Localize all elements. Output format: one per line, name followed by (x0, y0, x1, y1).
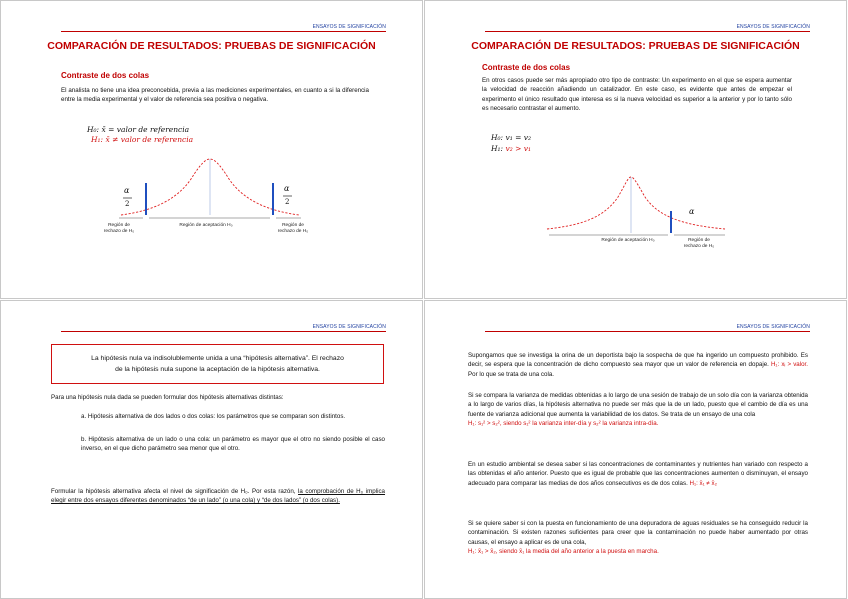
slide-header-tag: ENSAYOS DE SIGNIFICACIÓN (312, 24, 386, 30)
two-right: 2 (285, 198, 290, 206)
slide-header-tag: ENSAYOS DE SIGNIFICACIÓN (736, 324, 810, 330)
slide-two-tailed (0, 0, 423, 299)
slide-subtitle: Contraste de dos colas (482, 63, 571, 72)
example-doping: Supongamos que se investiga la orina de un deportista bajo la sospecha de que ha ingerido un compuesto prohibido. Es decir, se espera que la concentración de dicho compuesto sea mayor que un valor de referencia en dopaje. H₁: xᵢ > valor. Por lo que se trata de una cola. (468, 352, 808, 378)
alt-hypothesis: H₁: x̄ ≠ valor de referencia (91, 135, 194, 144)
slide-paragraph: El analista no tiene una idea preconcebida, previa a las mediciones experimentales, en cuanto a si la diferencia entre la media experimental y el valor de referencia sea positiva o negativa. (61, 87, 369, 104)
alpha-left: α (124, 186, 130, 195)
alpha-label: α (689, 207, 695, 216)
reject-region-right: Región de rechazo de H₀ (277, 223, 309, 234)
bell-curve (547, 177, 725, 229)
slide-header-tag: ENSAYOS DE SIGNIFICACIÓN (736, 24, 810, 30)
example-treatment-plant: Si se quiere saber si con la puesta en funcionamiento de una depuradora de aguas residuales se ha conseguido reducir la contaminación. Si existen razones suficientes para creer que la contaminación no puede haber aumentado por otras causas, el ensayo a aplicar es de una cola, H₁: x̄₁ > x̄₂, siendo x̄₁ la media del año anterior a la puesta en marcha. (468, 520, 808, 555)
slide-examples (424, 300, 847, 599)
accept-region: Región de aceptación H₀ (601, 238, 655, 243)
alpha-right: α (284, 184, 290, 193)
header-rule (61, 331, 386, 332)
alt-hypothesis: H₁: v₂ > v₁ (491, 144, 532, 153)
accept-region: Región de aceptación H₀ (179, 223, 233, 228)
list-item-b: b. Hipótesis alternativa de un lado o una cola: un parámetro es mayor que el otro no siendo posible el caso inverso, en el que dicho parámetro sea menor que el otro. (81, 436, 385, 453)
null-hypothesis: H₀: v₁ = v₂ (491, 133, 531, 142)
two-left: 2 (125, 200, 130, 208)
slide-one-tailed (424, 0, 847, 299)
intro-text: Para una hipótesis nula dada se pueden formular dos hipótesis alternativas distintas: (51, 394, 284, 401)
header-rule (485, 331, 810, 332)
highlight-box: La hipótesis nula va indisolublemente unida a una “hipótesis alternativa”. El rechazo de la hipótesis nula supone la aceptación de la hipótesis alternativa. (51, 344, 384, 384)
example-environment: En un estudio ambiental se desea saber si las concentraciones de contaminantes y nutrientes han variado con respecto a las obtenidas el año anterior. Puesto que es igual de probable que las concentraciones aumenten o disminuyan, el ensayo adecuado para comparar las medias de dos años consecutivos es de dos colas. H₁: x̄₁ ≠ x̄₂ (468, 461, 808, 487)
closing-text: Formular la hipótesis alternativa afecta el nivel de significación de H₀. Por esta razón, la comprobación de H₀ implica elegir entre dos ensayos diferentes denominados “de un lado” (o una cola) y “de dos lados” (o dos colas). (51, 488, 386, 505)
slide-header-tag: ENSAYOS DE SIGNIFICACIÓN (312, 324, 386, 330)
example-variance: Si se compara la varianza de medidas obtenidas a lo largo de una sesión de trabajo de un solo día con la varianza obtenida a lo largo de varios días, la hipótesis alternativa no puede ser más que la de un lado, puesto que el cambio de día es una fuente de varianza adicional que aumenta la variabilidad de los datos. Se trata de un ensayo de una cola H₁: s₁² > s₂², siendo s₁² la varianza inter-día y s₂² la varianza intra-día. (468, 392, 808, 427)
reject-region: Región de rechazo de H₀ (683, 238, 715, 249)
slide-subtitle: Contraste de dos colas (61, 71, 150, 80)
normal-distribution-diagram (1, 1, 423, 299)
slide-alternative-hypothesis (0, 300, 423, 599)
list-item-a: a. Hipótesis alternativa de dos lados o dos colas: los parámetros que se comparan son distintos. (81, 413, 346, 420)
slide-title: COMPARACIÓN DE RESULTADOS: PRUEBAS DE SIGNIFICACIÓN (471, 40, 800, 52)
slide-title: COMPARACIÓN DE RESULTADOS: PRUEBAS DE SIGNIFICACIÓN (47, 40, 376, 52)
slide-paragraph: En otros casos puede ser más apropiado otro tipo de contraste: Un experimento en el que se espera aumentar la velocidad de reacción añadiendo un catalizador. En este caso, es evidente que antes de empezar el experimento el único resultado que interesa es si la nueva velocidad es superior a la anterior y por lo tanto sólo es necesario contrastar el aumento. (482, 77, 792, 112)
null-hypothesis: H₀: x̄ = valor de referencia (87, 125, 190, 134)
one-tailed-distribution-diagram (425, 1, 847, 299)
reject-region-left: Región de rechazo de H₀ (103, 223, 135, 234)
